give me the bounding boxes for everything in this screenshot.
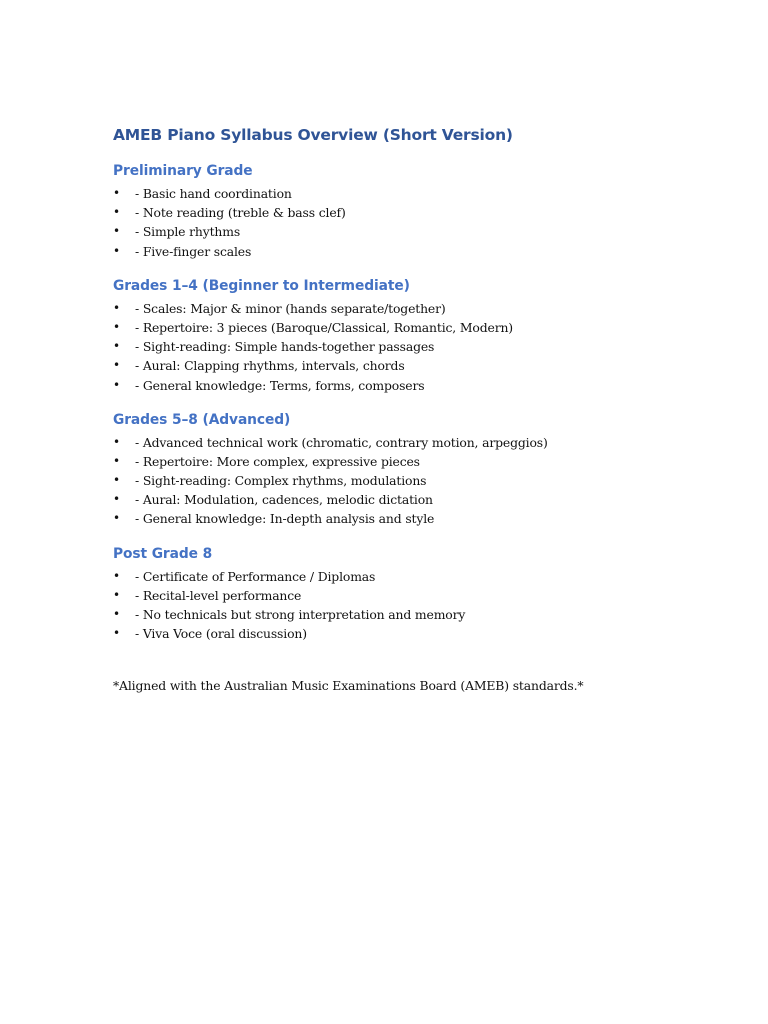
bullet-list xyxy=(113,433,693,529)
list-item-text: - Recital-level performance xyxy=(135,587,302,603)
list-item xyxy=(113,222,693,241)
bullet-icon: • xyxy=(113,473,120,488)
list-item xyxy=(113,452,693,471)
list-item-text: - Aural: Clapping rhythms, intervals, chords xyxy=(135,358,405,374)
list-item xyxy=(113,337,693,356)
list-item xyxy=(113,203,693,222)
list-item xyxy=(113,567,693,586)
section-grades-5-8 xyxy=(113,410,693,529)
bullet-icon: • xyxy=(113,511,120,526)
document-title: AMEB Piano Syllabus Overview (Short Version) xyxy=(113,126,513,144)
bullet-icon: • xyxy=(113,492,120,507)
list-item xyxy=(113,624,693,643)
list-item-text: - Basic hand coordination xyxy=(135,186,292,201)
section-heading: Preliminary Grade xyxy=(113,163,253,179)
list-item xyxy=(113,433,693,452)
bullet-icon: • xyxy=(113,434,120,449)
bullet-icon: • xyxy=(113,319,120,334)
list-item-text: - General knowledge: In-depth analysis and style xyxy=(135,511,435,527)
list-item-text: - Aural: Modulation, cadences, melodic dictation xyxy=(135,492,433,508)
list-item-text: - Repertoire: More complex, expressive pieces xyxy=(135,453,420,469)
list-item xyxy=(113,586,693,605)
list-item xyxy=(113,299,693,318)
bullet-icon: • xyxy=(113,377,120,392)
section-grades-1-4 xyxy=(113,276,693,395)
bullet-icon: • xyxy=(113,568,120,583)
list-item xyxy=(113,184,693,203)
list-item-text: - Repertoire: 3 pieces (Baroque/Classical, Romantic, Modern) xyxy=(135,319,513,335)
list-item-text: - Five-finger scales xyxy=(135,243,252,259)
list-item-text: - Note reading (treble & bass clef) xyxy=(135,205,346,221)
bullet-icon: • xyxy=(113,300,120,315)
bullet-icon: • xyxy=(113,358,120,373)
bullet-icon: • xyxy=(113,243,120,258)
list-item xyxy=(113,318,693,337)
bullet-list xyxy=(113,299,693,395)
list-item-text: - No technicals but strong interpretation and memory xyxy=(135,607,466,622)
bullet-icon: • xyxy=(113,587,120,602)
bullet-icon: • xyxy=(113,186,120,200)
bullet-icon: • xyxy=(113,607,120,621)
list-item xyxy=(113,376,693,395)
list-item-text: - Certificate of Performance / Diplomas xyxy=(135,568,376,584)
bullet-list xyxy=(113,567,693,644)
list-item-text: - Sight-reading: Complex rhythms, modulations xyxy=(135,473,427,489)
section-heading: Grades 1–4 (Beginner to Intermediate) xyxy=(113,277,410,294)
list-item-text: - Sight-reading: Simple hands-together passages xyxy=(135,339,435,355)
bullet-icon: • xyxy=(113,224,120,239)
section-preliminary-grade xyxy=(113,161,693,261)
list-item xyxy=(113,471,693,490)
list-item-text: - Viva Voce (oral discussion) xyxy=(135,626,307,642)
list-item xyxy=(113,356,693,375)
document-content xyxy=(113,124,693,708)
bullet-icon: • xyxy=(113,453,120,468)
list-item-text: - Scales: Major & minor (hands separate/together) xyxy=(135,300,446,316)
list-item xyxy=(113,509,693,528)
bullet-icon: • xyxy=(113,339,120,354)
bullet-icon: • xyxy=(113,626,120,641)
list-item xyxy=(113,605,693,624)
list-item-text: - Advanced technical work (chromatic, contrary motion, arpeggios) xyxy=(135,434,548,450)
bullet-list xyxy=(113,184,693,261)
list-item-text: - Simple rhythms xyxy=(135,224,241,240)
footnote: *Aligned with the Australian Music Examinations Board (AMEB) standards.* xyxy=(113,678,584,694)
section-post-grade-8 xyxy=(113,544,693,644)
list-item xyxy=(113,242,693,261)
section-heading: Post Grade 8 xyxy=(113,545,213,562)
list-item-text: - General knowledge: Terms, forms, composers xyxy=(135,377,425,393)
section-heading: Grades 5–8 (Advanced) xyxy=(113,411,291,428)
bullet-icon: • xyxy=(113,205,120,220)
list-item xyxy=(113,490,693,509)
